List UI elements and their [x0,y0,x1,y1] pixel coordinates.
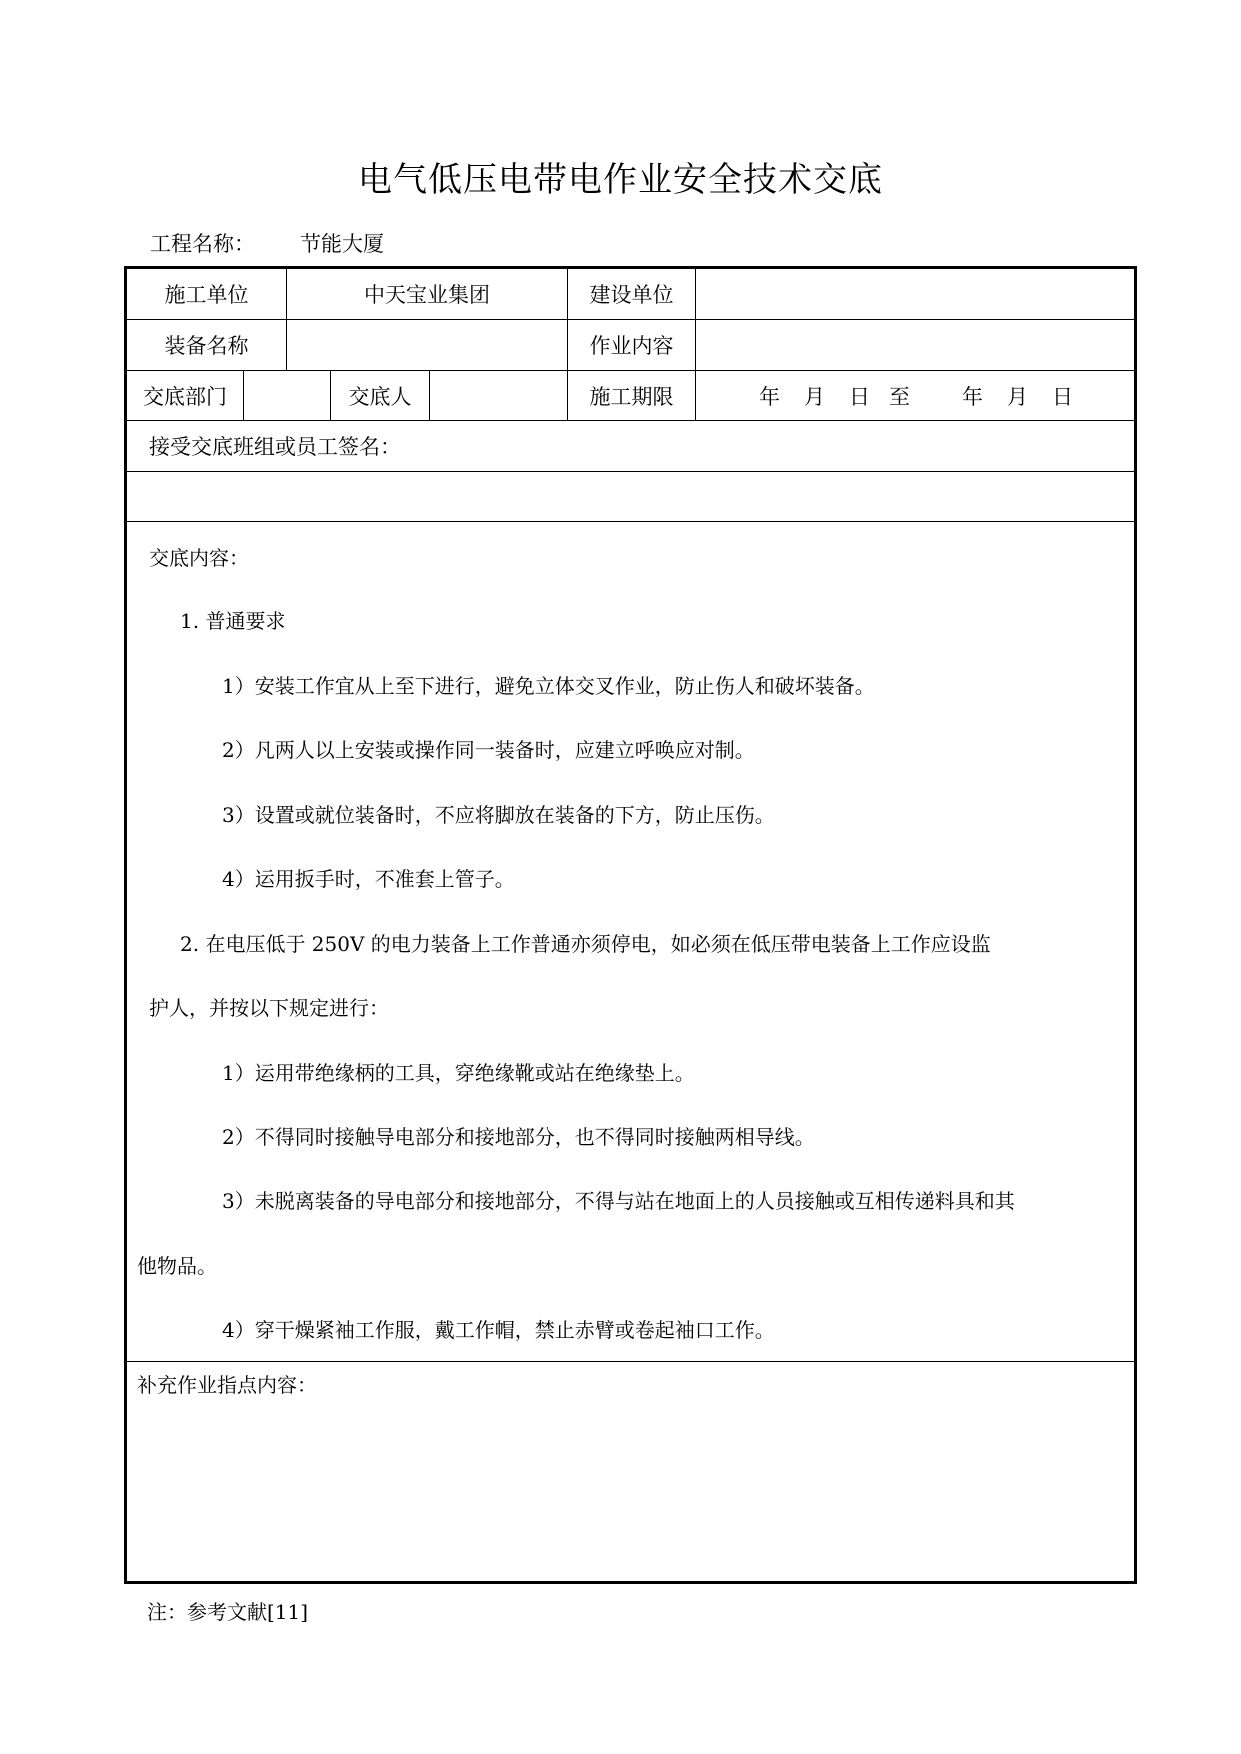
list-item: 4）穿干燥紧袖工作服，戴工作帽，禁止赤臂或卷起袖口工作。 [222,1318,775,1342]
list-item: 3）未脱离装备的导电部分和接地部分，不得与站在地面上的人员接触或互相传递料具和其 [222,1189,1015,1213]
section-2-line-2: 护人，并按以下规定进行： [149,996,389,1020]
period-label: 施工期限 [589,384,674,409]
briefing-table [124,266,1137,1584]
equipment-name-label: 装备名称 [164,334,249,358]
owner-unit-label: 建设单位 [589,283,674,307]
briefer-label: 交底人 [348,384,412,409]
list-item: 2）不得同时接触导电部分和接地部分，也不得同时接触两相导线。 [222,1125,815,1149]
construction-unit-value: 中天宝业集团 [364,283,490,307]
reference-note: 注：参考文献[11] [147,1600,309,1624]
period-month-end: 月 [1007,384,1028,409]
section-1-title: 1. 普通要求 [180,609,286,633]
period-value [696,371,1134,420]
project-line [150,228,384,258]
owner-unit-value [696,269,1134,319]
period-day-end: 日 [1052,384,1073,409]
content-label: 交底内容： [149,546,249,570]
list-item: 2）凡两人以上安装或操作同一装备时，应建立呼唤应对制。 [222,738,755,762]
section-2-line-1: 2. 在电压低于 250V 的电力装备上工作普通亦须停电，如必须在低压带电装备上工作应设监 [180,932,991,956]
period-day-start: 日 [849,384,870,409]
supplement-label: 补充作业指点内容： [137,1373,317,1397]
signature-label: 接受交底班组或员工签名： [149,435,401,459]
construction-unit-label: 施工单位 [164,283,249,307]
department-value [244,371,330,420]
period-year-end: 年 [962,384,983,409]
briefer-value [430,371,567,420]
period-year-start: 年 [759,384,780,409]
row-divider [127,471,1134,472]
list-item: 1）安装工作宜从上至下进行，避免立体交叉作业，防止伤人和破坏装备。 [222,674,875,698]
row-divider [127,521,1134,522]
period-to: 至 [889,384,910,409]
department-label: 交底部门 [143,384,227,409]
equipment-name-value [287,320,567,370]
list-item: 4）运用扳手时，不准套上管子。 [222,867,515,891]
period-month-start: 月 [804,384,825,409]
work-content-label: 作业内容 [589,334,674,358]
project-label: 工程名称： [150,232,255,256]
work-content-value [696,320,1134,370]
page-title: 电气低压电带电作业安全技术交底 [358,160,883,200]
project-value: 节能大厦 [300,232,384,256]
list-item: 3）设置或就位装备时，不应将脚放在装备的下方，防止压伤。 [222,803,775,827]
list-item-continuation: 他物品。 [137,1254,217,1278]
list-item: 1）运用带绝缘柄的工具，穿绝缘靴或站在绝缘垫上。 [222,1061,695,1085]
row-divider [127,1361,1134,1362]
